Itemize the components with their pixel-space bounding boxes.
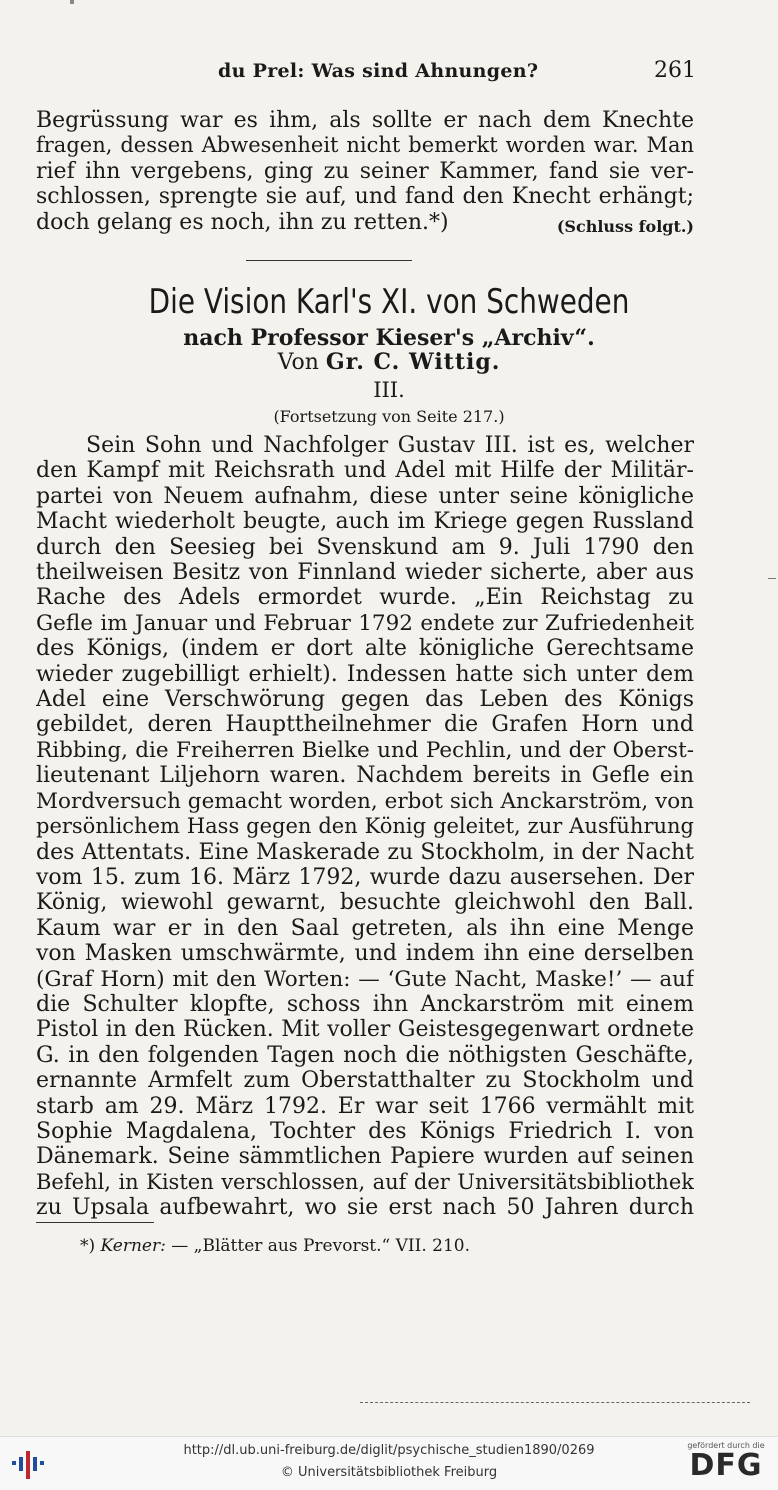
running-head — [36, 58, 696, 86]
text-line: Macht wiederholt beugte, auch im Kriege gegen Russland — [36, 509, 694, 535]
article-subtitle: nach Professor Kieser's „Archiv“. — [183, 325, 595, 351]
text-line: Sein Sohn und Nachfolger Gustav III. ist es, welcher — [86, 433, 694, 458]
author-name: Gr. C. Wittig. — [325, 349, 501, 375]
text-line: Befehl, in Kisten verschlossen, auf der Universitätsbibliothek — [36, 1169, 694, 1194]
text-line: partei von Neuem aufnahm, diese unter seine königliche — [36, 483, 694, 509]
text-line: persönlichem Hass gegen den König geleitet, zur Ausführung — [36, 814, 694, 839]
text-line: lieutenant Liljehorn waren. Nachdem bereits in Gefle ein — [36, 763, 694, 789]
viewer-footer — [0, 1436, 778, 1490]
footnote-rule — [36, 1222, 154, 1223]
byline-prefix: Von — [277, 350, 319, 375]
continued-note: (Fortsetzung von Seite 217.) — [273, 407, 505, 426]
scan-artifact — [768, 578, 776, 579]
text-line: Rache des Adels ermordet wurde. „Ein Reichstag zu — [36, 585, 694, 611]
section-divider — [246, 260, 412, 261]
text-line: Adel eine Verschwörung gegen das Leben des Königs — [36, 687, 694, 713]
article-title: Die Vision Karl's XI. von Schweden — [148, 282, 630, 322]
page-number: 261 — [654, 58, 696, 83]
footnote-author: Kerner: — [100, 1236, 166, 1256]
body-paragraph — [36, 433, 694, 1221]
text-line: Ribbing, die Freiherren Bielke und Pechlin, und der Oberst- — [36, 737, 694, 763]
source-url[interactable]: http://dl.ub.uni-freiburg.de/diglit/psychische_studien1890/0269 — [183, 1443, 595, 1458]
text-line: Gefle im Januar und Februar 1792 endete zur Zufriedenheit — [36, 610, 694, 636]
text-line: fragen, dessen Abwesenheit nicht bemerkt worden war. Man — [36, 133, 694, 158]
text-line: gebildet, deren Haupttheilnehmer die Grafen Horn und — [36, 712, 694, 738]
scan-artifact — [70, 0, 74, 4]
closing-note: (Schluss folgt.) — [556, 217, 694, 236]
text-line: rief ihn vergebens, ging zu seiner Kammer, fand sie ver- — [36, 158, 694, 184]
text-line: theilweisen Besitz von Finnland wieder sicherte, aber aus — [36, 560, 694, 586]
text-line: Dänemark. Seine sämmtlichen Papiere wurden auf seinen — [36, 1144, 694, 1170]
scan-artifact — [360, 1402, 750, 1403]
text-line: doch gelang es noch, ihn zu retten.*) — [36, 209, 449, 235]
footnote-text: — „Blätter aus Prevorst.“ VII. 210. — [171, 1236, 471, 1256]
text-line: des Attentats. Eine Maskerade zu Stockholm, in der Nacht — [36, 839, 694, 865]
text-line: König, wiewohl gewarnt, besuchte gleichwohl den Ball. — [36, 890, 694, 916]
footnote-marker: *) — [80, 1236, 96, 1256]
part-number: III. — [373, 378, 405, 402]
text-line: die Schulter klopfte, schoss ihn Anckarström mit einem — [36, 991, 694, 1017]
text-line: durch den Seesieg bei Svenskund am 9. Juli 1790 den — [36, 534, 694, 560]
byline — [0, 349, 778, 375]
text-line: schlossen, sprengte sie auf, und fand den Knecht erhängt; — [36, 184, 694, 210]
dfg-logo-icon — [684, 1441, 768, 1487]
text-line: ernannte Armfelt zum Oberstatthalter zu Stockholm und — [36, 1068, 694, 1094]
text-line: Pistol in den Rücken. Mit voller Geistesgegenwart ordnete — [36, 1017, 694, 1043]
text-line: Sophie Magdalena, Tochter des Königs Friedrich I. von — [36, 1118, 694, 1144]
intro-paragraph — [36, 108, 694, 235]
text-line: des Königs, (indem er dort alte königliche Gerechtsame — [36, 636, 694, 662]
text-line: von Masken umschwärmte, und indem ihn eine derselben — [36, 941, 694, 967]
text-line: starb am 29. März 1792. Er war seit 1766 vermählt mit — [36, 1093, 694, 1119]
copyright-notice: © Universitätsbibliothek Freiburg — [280, 1465, 498, 1480]
text-line: zu Upsala aufbewahrt, wo sie erst nach 50 Jahren durch — [36, 1195, 694, 1221]
text-line: G. in den folgenden Tagen noch die nöthigsten Geschäfte, — [36, 1042, 694, 1068]
text-line: (Graf Horn) mit den Worten: — ‘Gute Nacht, Maske!’ — auf — [36, 966, 694, 992]
running-head-title: du Prel: Was sind Ahnungen? — [218, 60, 539, 82]
text-line: wieder zugebilligt erhielt). Indessen hatte sich unter dem — [36, 661, 694, 687]
dfg-caption: gefördert durch die — [687, 1441, 765, 1450]
text-line: Kaum war er in den Saal getreten, als ihn eine Menge — [36, 915, 694, 941]
text-line: vom 15. zum 16. März 1792, wurde dazu ausersehen. Der — [36, 864, 694, 890]
dfg-wordmark: DFG — [689, 1448, 763, 1483]
text-line: Mordversuch gemacht worden, erbot sich Anckarström, von — [36, 788, 694, 814]
footnote — [80, 1236, 470, 1256]
text-line: Begrüssung war es ihm, als sollte er nach dem Knechte — [36, 108, 694, 133]
text-line: den Kampf mit Reichsrath und Adel mit Hilfe der Militär- — [36, 458, 694, 484]
